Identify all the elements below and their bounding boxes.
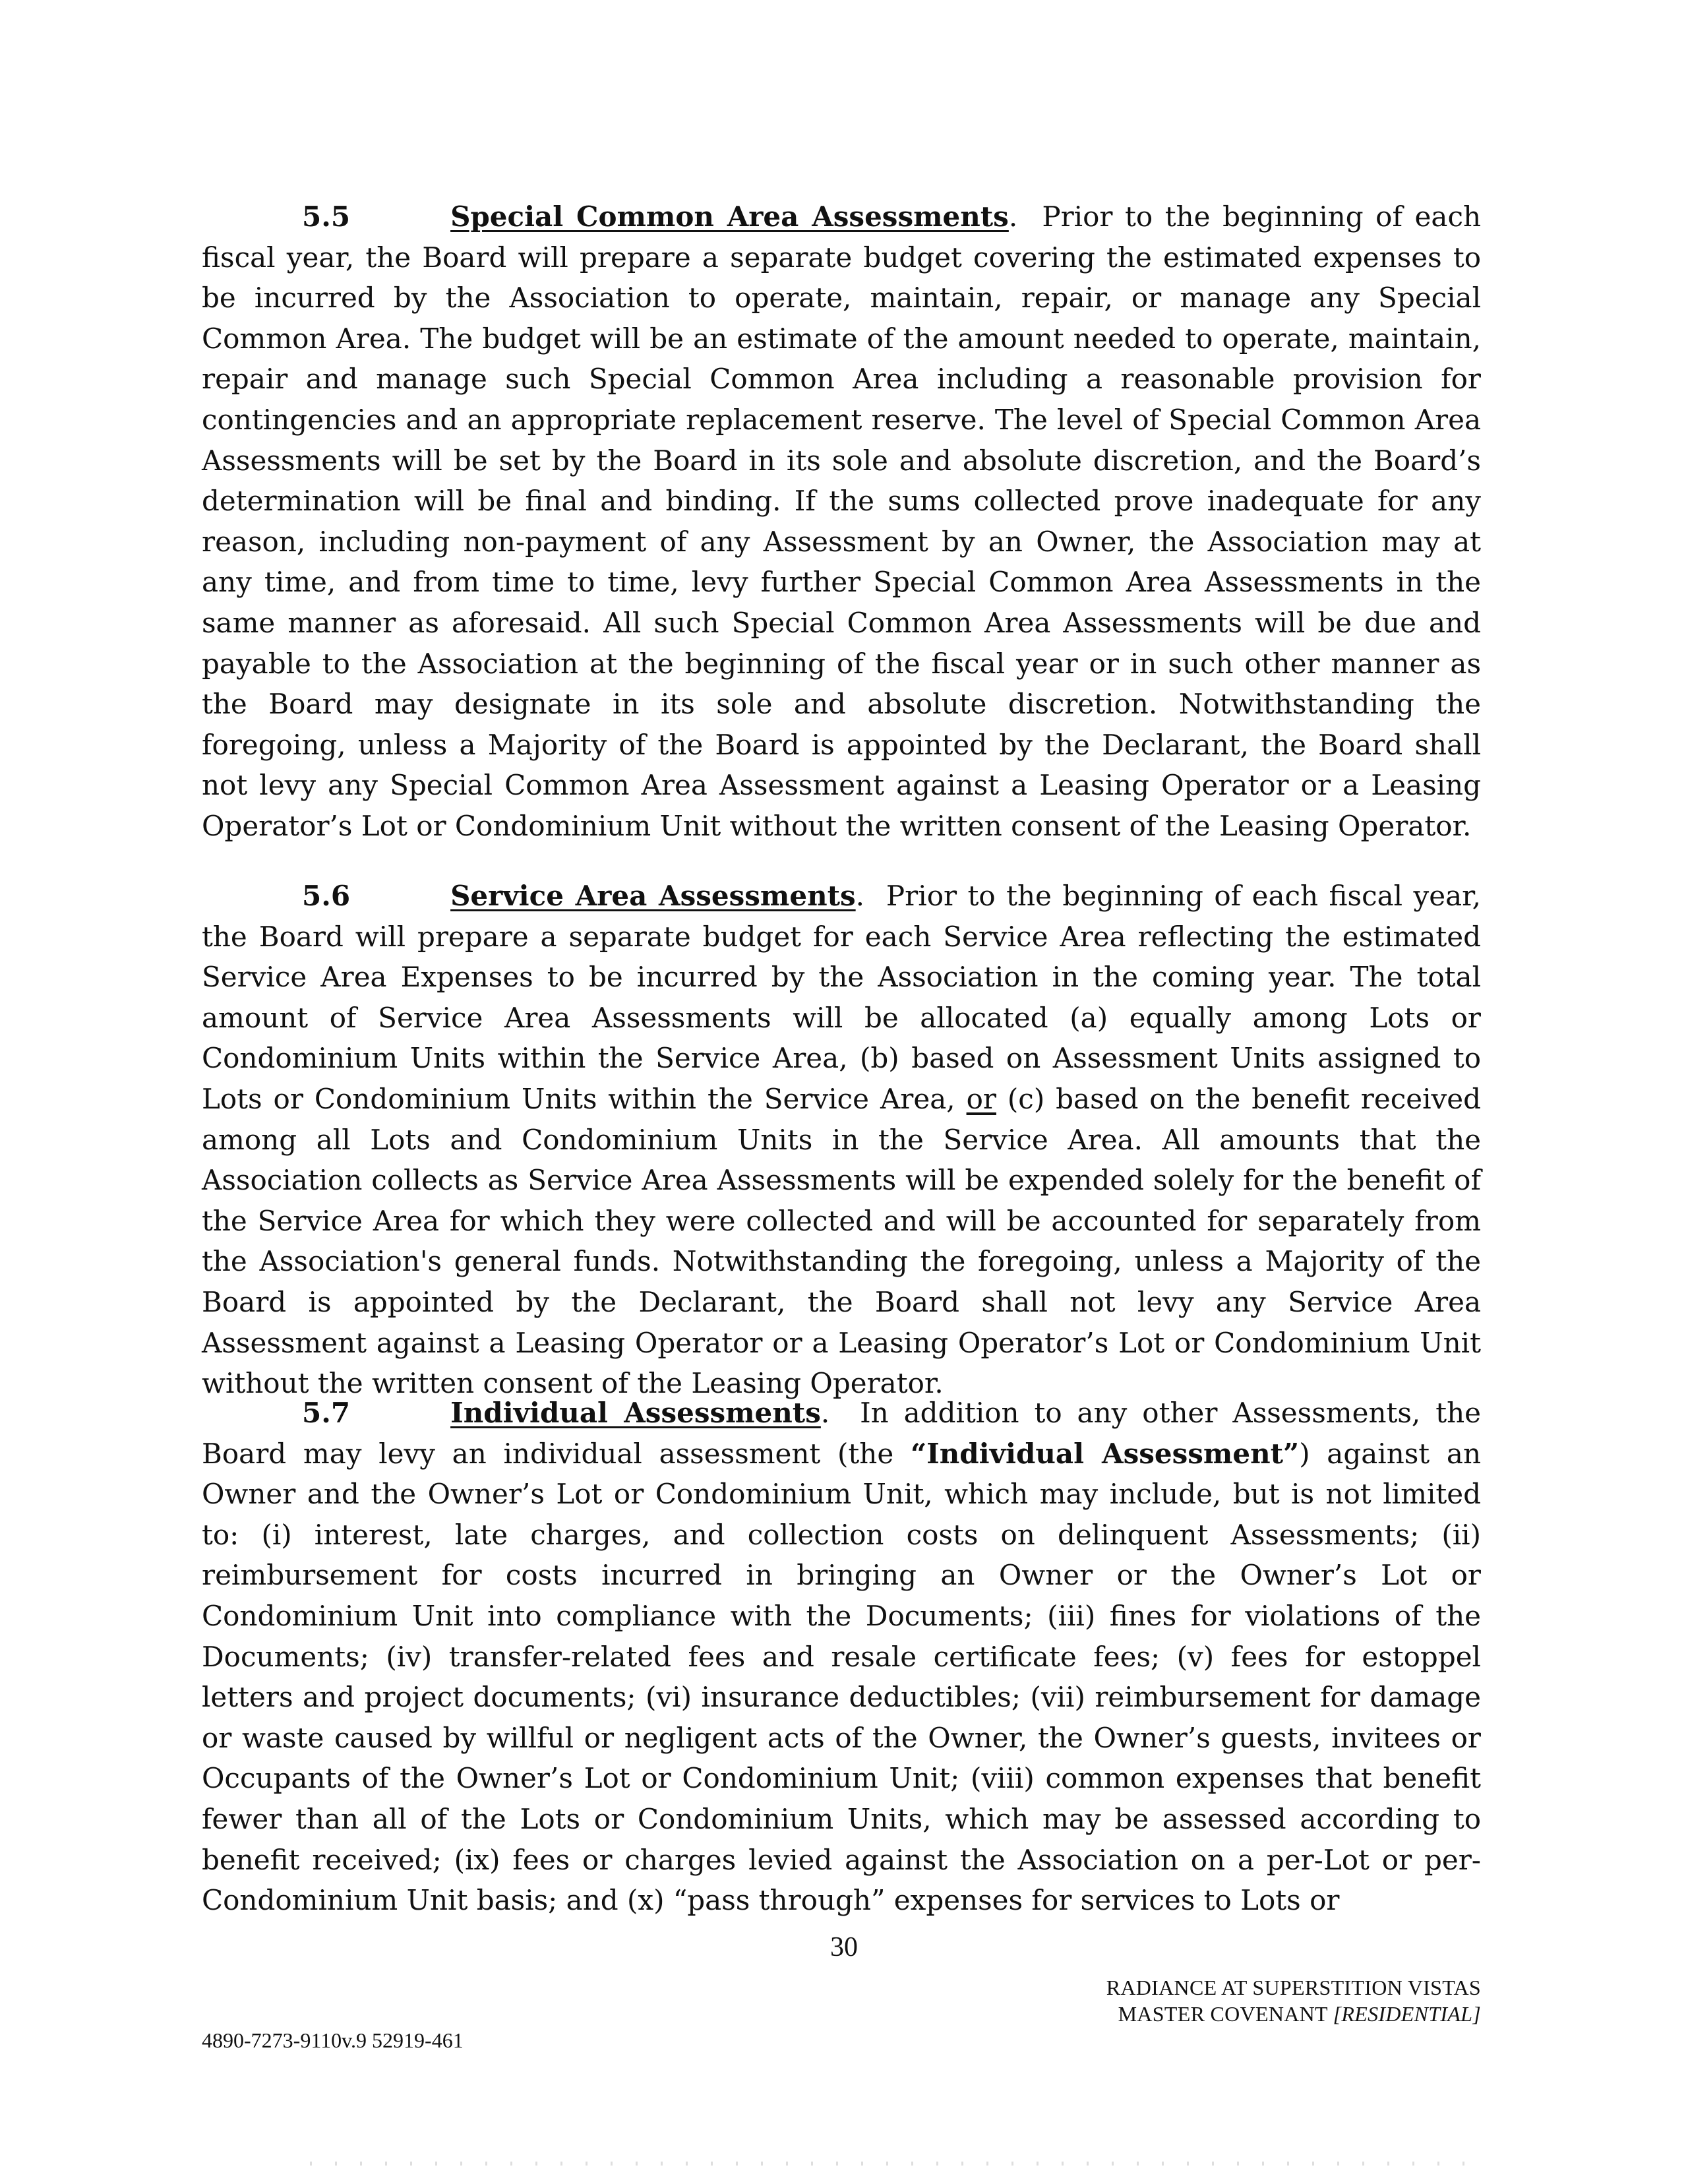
section-body: Prior to the beginning of each fiscal year, the Board will prepare a separate budget covering the estimated expenses to be incurred by the Association to operate, maintain, repair, or manage any Special Common Area. The budget will be an estimate of the amount needed to operate, maintain, repair and manage such Special Common Area including a reasonable provision for contingencies and an appropriate replacement reserve. The level of Special Common Area Assessments will be set by the Board in its sole and absolute discretion, and the Board’s determination will be final and binding. If the sums collected prove inadequate for any reason, including non-payment of any Assessment by an Owner, the Association may at any time, and from time to time, levy further Special Common Area Assessments in the same manner as aforesaid. All such Special Common Area Assessments will be due and payable to the Association at the beginning of the fiscal year or in such other manner as the Board may designate in its sole and absolute discretion. Notwithstanding the foregoing, unless a Majority of the Board is appointed by the Declarant, the Board shall not levy any Special Common Area Assessment against a Leasing Operator or a Leasing Operator’s Lot or Condominium Unit without the written consent of the Leasing Operator.	[202, 200, 1482, 842]
section-body-part1: In addition to any other Assessments, the Board may levy an individual assessment (the	[202, 1397, 1481, 1470]
page-number: 30	[830, 1932, 858, 1962]
project-name: RADIANCE AT SUPERSTITION VISTAS	[1106, 1976, 1481, 1999]
document-title: MASTER COVENANT [RESIDENTIAL]	[1118, 2002, 1481, 2026]
section-5-5: 5.5 Special Common Area Assessments. Prior to the beginning of each fiscal year, the Board will prepare a separate budget covering the estimated expenses to be incurred by the Association to operate, maintain, repair, or manage any Special Common Area. The budget will be an estimate of the amount needed to operate, maintain, repair and manage such Special Common Area including a reasonable provision for contingencies and an appropriate replacement reserve. The level of Special Common Area Assessments will be set by the Board in its sole and absolute discretion, and the Board’s determination will be final and binding. If the sums collected prove inadequate for any reason, including non-payment of any Assessment by an Owner, the Association may at any time, and from time to time, levy further Special Common Area Assessments in the same manner as aforesaid. All such Special Common Area Assessments will be due and payable to the Association at the beginning of the fiscal year or in such other manner as the Board may designate in its sole and absolute discretion. Notwithstanding the foregoing, unless a Majority of the Board is appointed by the Declarant, the Board shall not levy any Special Common Area Assessment against a Leasing Operator or a Leasing Operator’s Lot or Condominium Unit without the written consent of the Leasing Operator.	[202, 200, 1482, 842]
defined-term: “Individual Assessment”	[910, 1437, 1300, 1470]
section-body-part2: ) against an Owner and the Owner’s Lot or Condominium Unit, which may include, but is not limited to: (i) interest, late charges, and collection costs on delinquent Assessments; (ii) reimbursement for costs incurred in bringing an Owner or the Owner’s Lot or Condominium Unit into compliance with the Documents; (iii) fines for violations of the Documents; (iv) transfer-related fees and resale certificate fees; (v) fees for estoppel letters and project documents; (vi) insurance deductibles; (vii) reimbursement for damage or waste caused by willful or negligent acts of the Owner, the Owner’s guests, invitees or Occupants of the Owner’s Lot or Condominium Unit; (viii) common expenses that benefit fewer than all of the Lots or Condominium Units, which may be assessed according to benefit received; (ix) fees or charges levied against the Association on a per-Lot or per-Condominium Unit basis; and (x) “pass through” expenses for services to Lots or	[202, 1437, 1481, 1917]
section-number: 5.7	[302, 1397, 351, 1429]
section-heading: Individual Assessments	[450, 1397, 821, 1429]
section-heading: Special Common Area Assessments	[450, 200, 1009, 233]
section-number: 5.5	[302, 200, 351, 233]
section-body-part2: (c) based on the benefit received among all Lots and Condominium Units in the Service Area. All amounts that the Association collects as Service Area Assessments will be expended solely for the benefit of the Service Area for which they were collected and will be accounted for separately from the Association's general funds. Notwithstanding the foregoing, unless a Majority of the Board is appointed by the Declarant, the Board shall not levy any Service Area Assessment against a Leasing Operator or a Leasing Operator’s Lot or Condominium Unit without the written consent of the Leasing Operator.	[202, 1082, 1482, 1400]
section-5-7: 5.7 Individual Assessments. In addition to any other Assessments, the Board may levy an individual assessment (the “Individual Assessment”) against an Owner and the Owner’s Lot or Condominium Unit, which may include, but is not limited to: (i) interest, late charges, and collection costs on delinquent Assessments; (ii) reimbursement for costs incurred in bringing an Owner or the Owner’s Lot or Condominium Unit into compliance with the Documents; (iii) fines for violations of the Documents; (iv) transfer-related fees and resale certificate fees; (v) fees for estoppel letters and project documents; (vi) insurance deductibles; (vii) reimbursement for damage or waste caused by willful or negligent acts of the Owner, the Owner’s guests, invitees or Occupants of the Owner’s Lot or Condominium Unit; (viii) common expenses that benefit fewer than all of the Lots or Condominium Units, which may be assessed according to benefit received; (ix) fees or charges levied against the Association on a per-Lot or per-Condominium Unit basis; and (x) “pass through” expenses for services to Lots or	[202, 1397, 1481, 1917]
project-footer	[1106, 1974, 1481, 2027]
scan-artifact	[310, 2162, 1470, 2166]
document-id: 4890-7273-9110v.9 52919-461	[202, 2028, 464, 2052]
section-5-6: 5.6 Service Area Assessments. Prior to the beginning of each fiscal year, the Board will prepare a separate budget for each Service Area reflecting the estimated Service Area Expenses to be incurred by the Association in the coming year. The total amount of Service Area Assessments will be allocated (a) equally among Lots or Condominium Units within the Service Area, (b) based on Assessment Units assigned to Lots or Condominium Units within the Service Area, or (c) based on the benefit received among all Lots and Condominium Units in the Service Area. All amounts that the Association collects as Service Area Assessments will be expended solely for the benefit of the Service Area for which they were collected and will be accounted for separately from the Association's general funds. Notwithstanding the foregoing, unless a Majority of the Board is appointed by the Declarant, the Board shall not levy any Service Area Assessment against a Leasing Operator or a Leasing Operator’s Lot or Condominium Unit without the written consent of the Leasing Operator.	[202, 880, 1482, 1400]
section-heading: Service Area Assessments	[450, 880, 856, 912]
section-body-part1: Prior to the beginning of each fiscal year, the Board will prepare a separate budget for each Service Area reflecting the estimated Service Area Expenses to be incurred by the Association in the coming year. The total amount of Service Area Assessments will be allocated (a) equally among Lots or Condominium Units within the Service Area, (b) based on Assessment Units assigned to Lots or Condominium Units within the Service Area,	[202, 880, 1481, 1115]
document-variant: [RESIDENTIAL]	[1333, 2002, 1481, 2026]
section-number: 5.6	[302, 880, 351, 912]
underlined-or: or	[966, 1082, 996, 1115]
